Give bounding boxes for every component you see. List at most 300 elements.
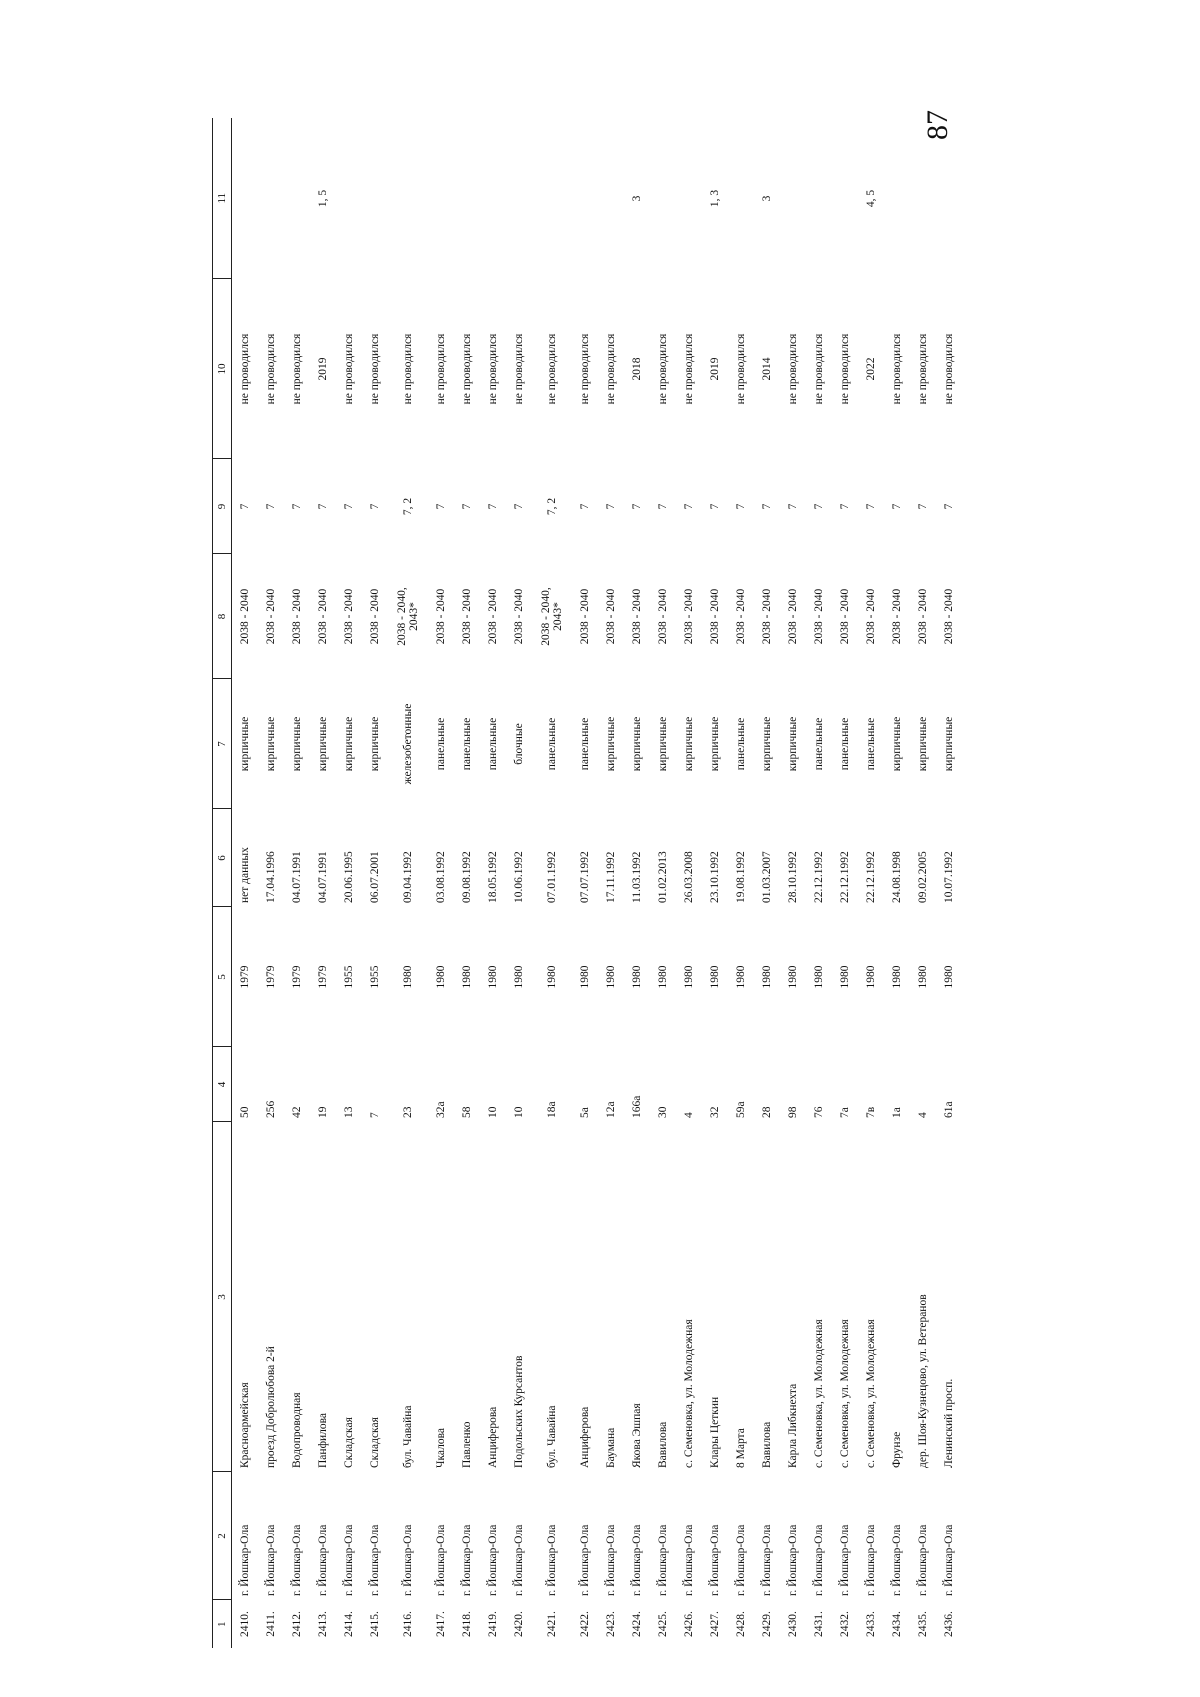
year-cell: 1980 [605,965,617,989]
date-cell: 10.07.1992 [943,851,955,903]
col9-cell: 7 [709,503,721,510]
col10-cell: не проводился [369,333,381,405]
table-row [676,118,702,1648]
row-number: 2414. [343,1611,355,1637]
street-cell: Вавилова [657,1421,669,1468]
row-number: 2428. [735,1611,747,1637]
table-row [258,118,284,1648]
col9-cell: 7 [735,503,747,510]
column-header-5: 5 [213,907,232,1047]
street-cell: Чкалова [435,1428,447,1468]
row-number: 2427. [709,1611,721,1637]
year-cell: 1980 [683,965,695,989]
date-cell: 19.08.1992 [735,851,747,903]
row-number: 2418. [461,1611,473,1637]
city-cell: г. Йошкар-Ола [317,1524,329,1596]
col10-cell: не проводился [265,333,277,405]
col10-cell: не проводился [402,333,414,405]
street-cell: Павленко [461,1421,473,1468]
city-cell: г. Йошкар-Ола [943,1524,955,1596]
period-line-2: 2043* [552,602,564,631]
city-cell: г. Йошкар-Ола [513,1524,525,1596]
year-cell: 1980 [865,965,877,989]
year-cell: 1980 [579,965,591,989]
city-cell: г. Йошкар-Ола [291,1524,303,1596]
table-row [532,118,572,1648]
street-cell: Панфилова [317,1412,329,1468]
date-cell: 06.07.2001 [369,851,381,903]
year-cell: 1979 [239,965,251,989]
period-cell: 2038 - 2040 [579,588,591,645]
period-cell: 2038 - 2040 [683,588,695,645]
street-cell: дер. Шоя-Кузнецово, ул. Ветеранов [917,1294,929,1468]
year-cell: 1980 [546,965,558,989]
street-cell: 8 Марта [735,1428,747,1468]
period-line-2: 2043* [408,602,420,631]
col11-cell: 3 [761,195,773,202]
year-cell: 1980 [891,965,903,989]
col11-cell: 4, 5 [865,189,877,208]
year-cell: 1955 [343,965,355,989]
house-number-cell: 42 [291,1106,303,1118]
date-cell: 18.05.1992 [487,851,499,903]
street-cell: проезд Добролюбова 2-й [265,1346,277,1468]
street-cell: Вавилова [761,1421,773,1468]
city-cell: г. Йошкар-Ола [579,1524,591,1596]
year-cell: 1980 [761,965,773,989]
col10-cell: не проводился [513,333,525,405]
city-cell: г. Йошкар-Ола [839,1524,851,1596]
col10-cell: 2019 [709,357,721,381]
year-cell: 1979 [317,965,329,989]
material-cell: кирпичные [657,716,669,772]
house-number-cell: 4 [683,1112,695,1118]
material-cell: кирпичные [917,716,929,772]
date-cell: 04.07.1991 [291,851,303,903]
period-cell: 2038 - 2040 [487,588,499,645]
col9-cell: 7 [891,503,903,510]
material-cell: панельные [735,717,747,771]
house-number-cell: 59а [735,1101,747,1118]
date-cell: 03.08.1992 [435,851,447,903]
city-cell: г. Йошкар-Ола [461,1524,473,1596]
material-cell: панельные [435,717,447,771]
street-cell: Красноармейская [239,1382,251,1468]
date-cell: нет данных [239,847,251,903]
date-cell: 10.06.1992 [513,851,525,903]
table-row [858,118,884,1648]
col11-cell [232,118,259,279]
period-cell: 2038 - 2040 [917,588,929,645]
city-cell: г. Йошкар-Ола [657,1524,669,1596]
city-cell: г. Йошкар-Ола [891,1524,903,1596]
period-cell: 2038 - 2040 [761,588,773,645]
material-cell: кирпичные [265,716,277,772]
col11-cell [936,118,962,279]
house-number-cell: 13 [343,1106,355,1118]
col9-cell: 7 [657,503,669,510]
date-cell: 22.12.1992 [813,851,825,903]
date-cell: 22.12.1992 [839,851,851,903]
material-cell: кирпичные [891,716,903,772]
table-row [506,118,532,1648]
row-number: 2424. [631,1611,643,1637]
col9-cell: 7 [343,503,355,510]
material-cell: панельные [546,717,558,771]
city-cell: г. Йошкар-Ола [265,1524,277,1596]
col10-cell: не проводился [546,333,558,405]
column-header-9: 9 [213,459,232,554]
col9-cell: 7 [579,503,591,510]
column-header-4: 4 [213,1047,232,1122]
street-cell: Анциферова [579,1406,591,1468]
row-number: 2411. [265,1611,277,1637]
city-cell: г. Йошкар-Ола [787,1524,799,1596]
col10-cell: 2018 [631,357,643,381]
col9-cell: 7 [917,503,929,510]
col10-cell: 2022 [865,357,877,381]
col10-cell: не проводился [943,333,955,405]
col11-cell [480,118,506,279]
city-cell: г. Йошкар-Ола [402,1524,414,1596]
table-row [428,118,454,1648]
col11-cell [428,118,454,279]
row-number: 2423. [605,1611,617,1637]
col11-cell: 3 [631,195,643,202]
col11-cell [362,118,388,279]
date-cell: 04.07.1991 [317,851,329,903]
col10-cell: не проводился [343,333,355,405]
year-cell: 1980 [487,965,499,989]
col9-cell: 7 [513,503,525,510]
table-row [650,118,676,1648]
material-cell: кирпичные [317,716,329,772]
period-line-1: 2038 - 2040, [396,587,408,646]
house-number-cell: 19 [317,1106,329,1118]
table-rotation-frame [212,118,987,1648]
column-header-10: 10 [213,279,232,459]
col10-cell: не проводился [487,333,499,405]
table-row [480,118,506,1648]
house-number-cell: 256 [265,1100,277,1118]
material-cell: кирпичные [343,716,355,772]
street-cell: Подольских Курсантов [513,1355,525,1468]
material-cell: кирпичные [369,716,381,772]
row-number: 2413. [317,1611,329,1637]
table-row [362,118,388,1648]
row-number: 2432. [839,1611,851,1637]
year-cell: 1980 [917,965,929,989]
col9-cell: 7 [839,503,851,510]
period-cell: 2038 - 2040 [787,588,799,645]
date-cell: 07.01.1992 [546,851,558,903]
period-cell: 2038 - 2040 [891,588,903,645]
street-cell: с. Семеновка, ул. Молодежная [865,1319,877,1468]
row-number: 2422. [579,1611,591,1637]
period-cell: 2038 - 2040 [343,588,355,645]
col10-cell: не проводился [657,333,669,405]
period-cell: 2038 - 2040 [369,588,381,645]
year-cell: 1980 [657,965,669,989]
date-cell: 23.10.1992 [709,851,721,903]
house-number-cell: 7 [369,1112,381,1118]
table-row [884,118,910,1648]
material-cell: панельные [839,717,851,771]
col10-cell: не проводился [605,333,617,405]
house-number-cell: 10 [487,1106,499,1118]
material-cell: панельные [461,717,473,771]
year-cell: 1980 [787,965,799,989]
col9-cell: 7 [813,503,825,510]
year-cell: 1980 [735,965,747,989]
material-cell: панельные [487,717,499,771]
table-row [702,118,728,1648]
col9-cell: 7 [317,503,329,510]
period-cell: 2038 - 2040 [291,588,303,645]
col11-cell [336,118,362,279]
period-cell: 2038 - 2040 [265,588,277,645]
year-cell: 1980 [709,965,721,989]
period-cell: 2038 - 2040 [735,588,747,645]
column-header-11: 11 [213,118,232,279]
material-cell: кирпичные [631,716,643,772]
table-row [598,118,624,1648]
row-number: 2425. [657,1611,669,1637]
table-body [232,118,963,1648]
col9-cell: 7 [461,503,473,510]
table-row [780,118,806,1648]
year-cell: 1980 [839,965,851,989]
col11-cell [284,118,310,279]
street-cell: бул. Чавайна [546,1405,558,1468]
street-cell: Складская [369,1417,381,1468]
col11-cell [780,118,806,279]
col9-cell: 7 [787,503,799,510]
col11-cell [832,118,858,279]
material-cell: кирпичные [709,716,721,772]
city-cell: г. Йошкар-Ола [369,1524,381,1596]
house-number-cell: 98 [787,1106,799,1118]
col9-cell: 7 [605,503,617,510]
city-cell: г. Йошкар-Ола [813,1524,825,1596]
row-number: 2431. [813,1611,825,1637]
street-cell: Складская [343,1417,355,1468]
col11-cell [388,118,428,279]
year-cell: 1955 [369,965,381,989]
street-cell: Якова Эшпая [631,1403,643,1468]
street-cell: Водопроводная [291,1392,303,1468]
col11-cell: 1, 5 [317,189,329,208]
table-row [910,118,936,1648]
col11-cell [506,118,532,279]
column-header-7: 7 [213,679,232,809]
house-number-cell: 28 [761,1106,773,1118]
city-cell: г. Йошкар-Ола [343,1524,355,1596]
row-number: 2420. [513,1611,525,1637]
column-header-8: 8 [213,554,232,679]
date-cell: 20.06.1995 [343,851,355,903]
street-cell: с. Семеновка, ул. Молодежная [813,1319,825,1468]
col9-cell: 7 [239,503,251,510]
house-number-cell: 32 [709,1106,721,1118]
row-number: 2410. [239,1611,251,1637]
material-cell: кирпичные [291,716,303,772]
table-row [284,118,310,1648]
material-cell: кирпичные [239,716,251,772]
col9-cell: 7 [943,503,955,510]
col10-cell: не проводился [239,333,251,405]
house-number-cell: 30 [657,1106,669,1118]
table-row [936,118,962,1648]
row-number: 2416. [402,1611,414,1637]
period-cell: 2038 - 2040 [813,588,825,645]
city-cell: г. Йошкар-Ола [239,1524,251,1596]
city-cell: г. Йошкар-Ола [435,1524,447,1596]
row-number: 2433. [865,1611,877,1637]
house-number-cell: 32а [435,1101,447,1118]
col9-cell: 7 [683,503,695,510]
col11-cell [532,118,572,279]
city-cell: г. Йошкар-Ола [546,1524,558,1596]
col10-cell: не проводился [291,333,303,405]
column-header-6: 6 [213,809,232,907]
date-cell: 26.03.2008 [683,851,695,903]
city-cell: г. Йошкар-Ола [709,1524,721,1596]
table-row [806,118,832,1648]
house-number-cell: 76 [813,1106,825,1118]
col10-cell: не проводился [435,333,447,405]
material-cell: блочные [513,723,525,765]
house-number-cell: 61а [943,1101,955,1118]
city-cell: г. Йошкар-Ола [605,1524,617,1596]
house-number-cell: 12а [605,1101,617,1118]
table-row [832,118,858,1648]
col10-cell: 2019 [317,357,329,381]
city-cell: г. Йошкар-Ола [761,1524,773,1596]
col11-cell [454,118,480,279]
row-number: 2435. [917,1611,929,1637]
house-number-cell: 7в [865,1106,877,1118]
year-cell: 1980 [813,965,825,989]
period-cell: 2038 - 2040 [839,588,851,645]
col11-cell [598,118,624,279]
row-number: 2412. [291,1611,303,1637]
city-cell: г. Йошкар-Ола [683,1524,695,1596]
year-cell: 1979 [265,965,277,989]
year-cell: 1980 [402,965,414,989]
col11-cell: 1, 3 [709,189,721,208]
material-cell: панельные [813,717,825,771]
street-cell: Фрунзе [891,1431,903,1468]
col10-cell: не проводился [683,333,695,405]
col9-cell: 7 [631,503,643,510]
col11-cell [676,118,702,279]
housing-register-table [212,118,962,1648]
col9-cell: 7 [265,503,277,510]
material-cell: кирпичные [683,716,695,772]
date-cell: 17.11.1992 [605,851,617,903]
house-number-cell: 7а [839,1107,851,1118]
column-header-2: 2 [213,1472,232,1600]
date-cell: 09.08.1992 [461,851,473,903]
table-row [754,118,780,1648]
street-cell: Карла Либкнехта [787,1383,799,1468]
table-row [728,118,754,1648]
period-cell: 2038 - 2040 [943,588,955,645]
col9-cell: 7 [435,503,447,510]
period-cell: 2038 - 2040 [657,588,669,645]
period-cell [532,554,572,679]
table-row [336,118,362,1648]
city-cell: г. Йошкар-Ола [487,1524,499,1596]
row-number: 2426. [683,1611,695,1637]
rotated-table-container [212,118,987,1648]
col10-cell: не проводился [787,333,799,405]
house-number-cell: 50 [239,1106,251,1118]
year-cell: 1980 [943,965,955,989]
col9-cell: 7 [487,503,499,510]
date-cell: 09.04.1992 [402,851,414,903]
col9-cell: 7, 2 [402,497,414,516]
col11-cell [728,118,754,279]
table-row [572,118,598,1648]
col11-cell [258,118,284,279]
street-cell: Клары Цеткин [709,1396,721,1468]
year-cell: 1980 [461,965,473,989]
row-number: 2434. [891,1611,903,1637]
period-cell: 2038 - 2040 [631,588,643,645]
page-number: 87 [921,110,954,140]
date-cell: 09.02.2005 [917,851,929,903]
table-row [310,118,336,1648]
period-cell [388,554,428,679]
col10-cell: 2014 [761,357,773,381]
street-cell: Ленинский просп. [943,1378,955,1468]
row-number: 2421. [546,1611,558,1637]
house-number-cell: 166а [631,1095,643,1118]
column-number-header [213,118,232,1648]
row-number: 2415. [369,1611,381,1637]
city-cell: г. Йошкар-Ола [631,1524,643,1596]
street-cell: бул. Чавайна [402,1405,414,1468]
material-cell: панельные [579,717,591,771]
col10-cell: не проводился [813,333,825,405]
col9-cell: 7 [291,503,303,510]
material-cell: кирпичные [761,716,773,772]
date-cell: 28.10.1992 [787,851,799,903]
col10-cell: не проводился [917,333,929,405]
col11-cell [910,118,936,279]
period-cell: 2038 - 2040 [513,588,525,645]
col9-cell: 7, 2 [546,497,558,516]
house-number-cell: 4 [917,1112,929,1118]
house-number-cell: 23 [402,1106,414,1118]
period-cell: 2038 - 2040 [461,588,473,645]
house-number-cell: 58 [461,1106,473,1118]
date-cell: 01.03.2007 [761,851,773,903]
table-row [624,118,650,1648]
street-cell: Баумана [605,1427,617,1468]
col9-cell: 7 [369,503,381,510]
street-cell: Анциферова [487,1406,499,1468]
col11-cell [650,118,676,279]
col10-cell: не проводился [839,333,851,405]
col10-cell: не проводился [735,333,747,405]
material-cell: панельные [865,717,877,771]
col11-cell [572,118,598,279]
date-cell: 17.04.1996 [265,851,277,903]
street-cell: с. Семеновка, ул. Молодежная [683,1319,695,1468]
